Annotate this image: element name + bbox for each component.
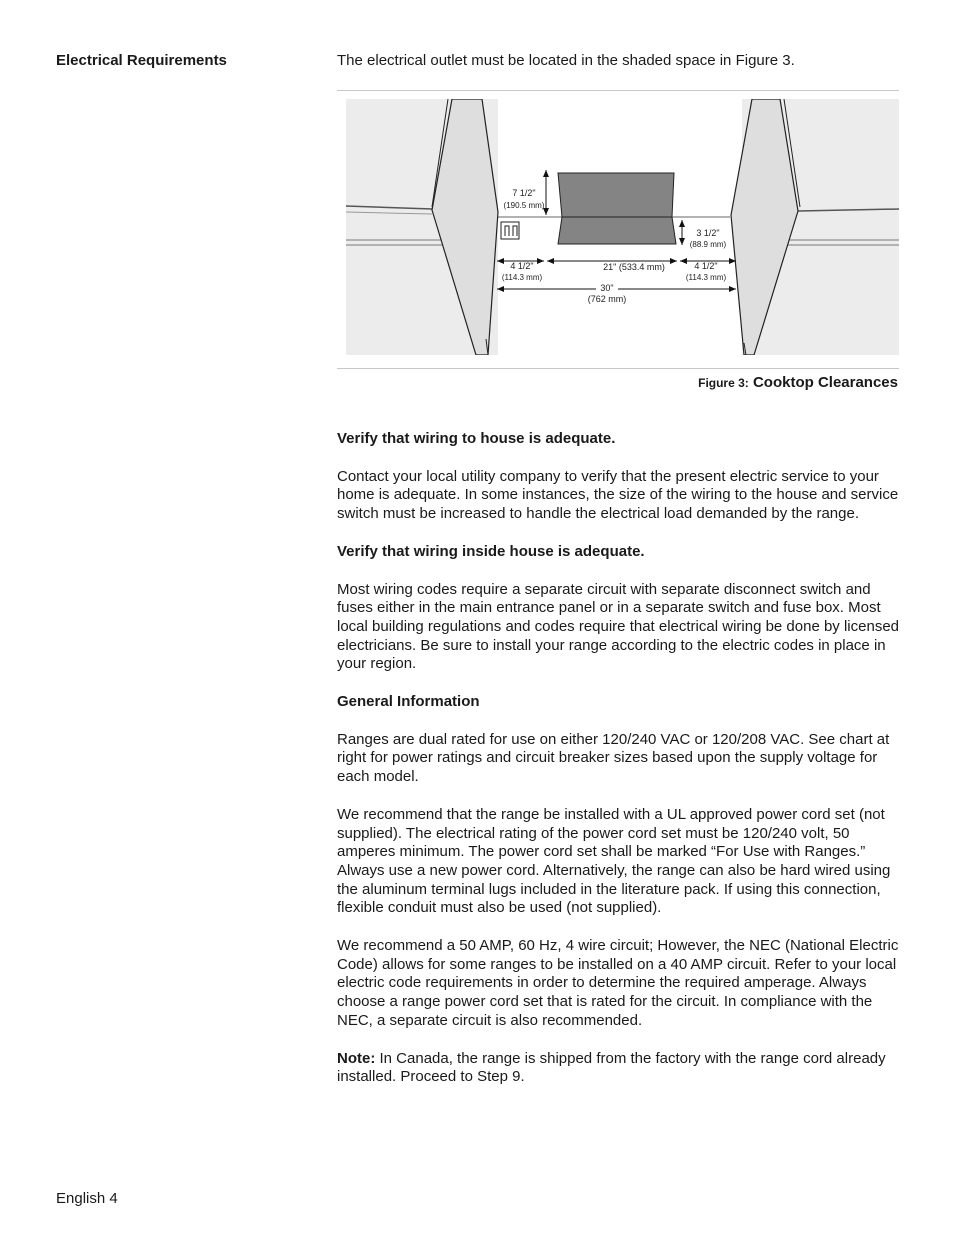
dim-center-width: 21" (533.4 mm)	[603, 262, 665, 272]
figure-cooktop-clearances	[346, 99, 899, 355]
figure-top-rule	[337, 90, 899, 91]
note-label: Note:	[337, 1049, 376, 1067]
dim-left-width-mm: (114.3 mm)	[501, 273, 543, 282]
section-heading: General Information	[337, 693, 480, 711]
dim-right-width: 4 1/2"	[694, 261, 718, 271]
figure-caption-number: Figure 3:	[698, 376, 749, 390]
note-text: In Canada, the range is shipped from the factory with the range cord already installed. Proceed to Step 9.	[337, 1049, 886, 1086]
intro-text: The electrical outlet must be located in the shaded space in Figure 3.	[337, 52, 795, 69]
paragraph: Contact your local utility company to verify that the present electric service to your home is adequate. In some instances, the size of the wiring to the house and service switch must be increased to handle the electrical load demanded by the range.	[337, 467, 899, 523]
dim-left-width: 4 1/2"	[510, 261, 534, 271]
dim-total-width-mm: (762 mm)	[587, 294, 627, 304]
section-heading: Verify that wiring inside house is adequate.	[337, 542, 645, 560]
dim-right-width-mm: (114.3 mm)	[685, 273, 727, 282]
figure-bottom-rule	[337, 368, 899, 369]
note-paragraph	[337, 1050, 899, 1087]
dim-height-right-mm: (88.9 mm)	[689, 240, 727, 249]
dim-height-top: 7 1/2"	[512, 188, 536, 198]
shaded-outlet-area-lower	[558, 217, 676, 244]
figure-caption-title: Cooktop Clearances	[752, 374, 898, 391]
page-footer: English 4	[56, 1190, 118, 1207]
paragraph: We recommend that the range be installed with a UL approved power cord set (not supplied). The electrical rating of the power cord set must be 120/240 volt, 50 amperes minimum. The power cord set shall be marked “For Use with Ranges.” Always use a new power cord. Alternatively, the range can also be hard wired using the aluminum terminal lugs included in the literature pack. If using this connection, flexible conduit must also be used (not supplied).	[337, 805, 891, 917]
shaded-outlet-area-upper	[558, 173, 674, 217]
paragraph: Ranges are dual rated for use on either 120/240 VAC or 120/208 VAC. See chart at right for power ratings and circuit breaker sizes based upon the supply voltage for each model.	[337, 730, 890, 786]
outlet-icon	[501, 222, 519, 239]
paragraph: Most wiring codes require a separate circuit with separate disconnect switch and fuses either in the main entrance panel or in a separate switch and fuse box. Most local building regulations and codes require that electrical wiring be done by licensed electricians. Be sure to install your range according to the electric codes in place in your region.	[337, 580, 900, 673]
dim-total-width: 30"	[600, 283, 614, 293]
clearance-diagram	[346, 99, 899, 355]
body-content	[337, 430, 899, 1106]
dim-height-top-mm: (190.5 mm)	[503, 201, 545, 210]
dim-height-right: 3 1/2"	[696, 228, 720, 238]
figure-caption	[337, 374, 898, 392]
paragraph: We recommend a 50 AMP, 60 Hz, 4 wire circuit; However, the NEC (National Electric Code) allows for some ranges to be installed on a 40 AMP circuit. Refer to your local electric code requirements in order to determine the required amperage. Always choose a range power cord set that is rated for the circuit. In compliance with the NEC, a separate circuit is also recommended.	[337, 937, 899, 1029]
section-heading: Verify that wiring to house is adequate.	[337, 430, 616, 447]
side-heading: Electrical Requirements	[56, 52, 227, 69]
